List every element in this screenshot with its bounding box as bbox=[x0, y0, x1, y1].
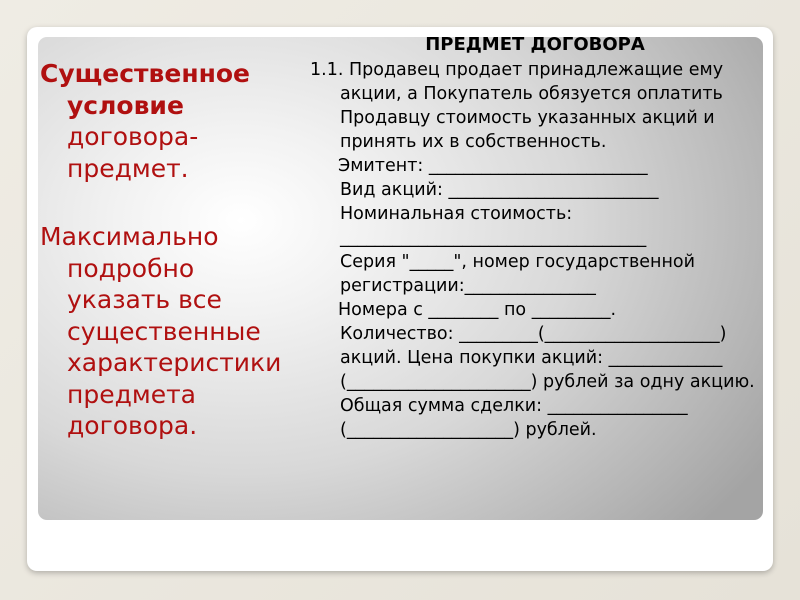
document-body bbox=[310, 58, 766, 442]
share-type-line: Вид акций: ________________________ bbox=[340, 180, 659, 200]
series-line: Серия "_____", номер государственной регистрации:_______________ bbox=[340, 252, 695, 296]
document-title: ПРЕДМЕТ ДОГОВОРА bbox=[425, 34, 645, 55]
detail-instruction-paragraph: Максимально подробно указать все существенные характеристики предмета договора. bbox=[40, 222, 282, 440]
nominal-value-line: Номинальная стоимость: ___________________________________ bbox=[340, 204, 647, 248]
numbers-line: Номера с ________ по _________. bbox=[338, 300, 617, 320]
essential-condition-text: договора- предмет. bbox=[67, 122, 199, 183]
issuer-line: Эмитент: _________________________ bbox=[338, 156, 648, 176]
clause-1-1: 1.1. Продавец продает принадлежащие ему акции, а Покупатель обязуется оплатить Продавцу стоимость указанных акций и принять их в собственность. bbox=[310, 60, 724, 152]
left-column bbox=[40, 58, 295, 442]
quantity-price-line: Количество: _________(____________________) акций. Цена покупки акций: _____________ (_____________________) рублей за одну акцию. Общая сумма сделки: ________________ (___________________) рублей. bbox=[340, 324, 755, 440]
essential-condition-term: Существенное условие bbox=[40, 59, 250, 120]
essential-condition-paragraph bbox=[40, 58, 295, 184]
